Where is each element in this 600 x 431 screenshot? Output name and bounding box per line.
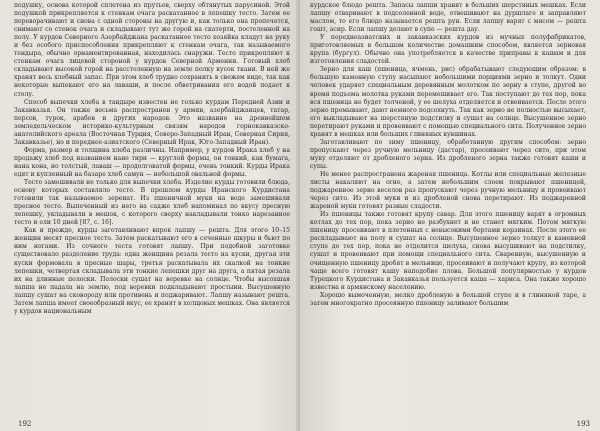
paragraph: Заготавливают по зиму пшеницу, обработанную другим способом: зерно пропускают через ручную мельницу (дастар), просеивают через сито, при этом муку отделяют от дробленого зерна. Из дробленого зерна также готовят каши и супы. bbox=[310, 138, 586, 170]
paragraph: Тесто замешивали не только для выпечки хлеба. Изделие курды готовили блюда, основу которых составляло тесто. В прошлом курды Иранского Курдистана готовили так называемое зереиат. Из пшеничной муки на воде замешивали пресное тесто. Выпеченный из него на садже хлеб напоминал по вкусу пресную лепешку, укладывали в мешок, с которого сверху накладывали тонко нарезанное тесто и ели 10 дней [87, с. 16]. bbox=[14, 179, 290, 227]
left-page-number: 192 bbox=[18, 420, 32, 428]
paragraph: Из пшеницы также готовят крупу савар. Для этого пшеницу варят в огромных котлах до тех пор, пока зерно не разбухнет и не станет мягким. Потом мягкую пшеницу просеивают в плетенных с невысокими бортами корзинах. После этого ее раскладывают на полу и сушат на солнце. Высушенное зерно толкут в каменной ступе до тех пор, пока не отделится шелуха, снова высушивают на подстилку, сушат и провеивают при помощи специального сита. Сваренную, высушенную и очищенную пшеницу дробят в мельнице, просеивают и получают крупу, из которой чаще всего готовят кашу наподобие плова. Большой популярностью у курдов Турецкого Курдистана и Закавказья пользуется каша — хариса. Она также хорошо известна и армянскому населению. bbox=[310, 211, 586, 291]
right-page-text bbox=[310, 2, 586, 308]
paragraph: Форма, размер и толщина хлеба различны. Например, у курдов Ирака хлеб у на продажу хлеб под названием нане тири — круглой формы, он тонкий, как бумага, нана кона, но толстый, лаваш — продолговатой формы, очень тонкий. Курды Ирака едят и купленный на базаре хлеб самун — небольшой овальной формы. bbox=[14, 146, 290, 178]
left-page-text bbox=[14, 2, 290, 316]
paragraph: подушку, основа которой сплетена из прутьев, сверху обтянутых парусиной. Этой подушкой прикрепляется к стенкам очага раскатанное в лепешку тесто. Затем ее переворачивают и снова с одной стороны на другую и, как только она пропечется, снимают со стенок очага и складывают тут же горой на скатерти, постеленной на полу. У курдов Северного Азербайджана раскатанное тесто хозяйка кладут на руку и без особого приспособления прикрепляют к стенкам очага, так называемого тендыра, обычно орнаментированная, находилась снаружи. Тесто прикрепляют к стенкам очага лицевой стороной у курдов Северной Армении. Готовый хлеб складывают высокой горой на расстеленную на земле полку кусок ткани. В ней же хранят весь хлебный запас. При этом хлеб трудно сохранить в свежем виде, так как некоторые выпекают его на лаваши, и после обветривания его водой подает к столу. bbox=[14, 2, 290, 98]
paragraph: курдское блюдо решта. Запасы лапши хранят в больших шерстяных мешках. Если лапшу отваривают в подсоленной воде, отвешивают на дуршлаге и заправляют маслом, то его блюдо называется решта рун. Если лапшу варят с мясом — решта гошт, асир. Если лапшу делают в супе — решта дау. bbox=[310, 2, 586, 34]
paragraph: Способ выпечки хлеба в тандыре известен не только курдам Передней Азии и Закавказья. Он также весьма распространен у армян, азербайджанцев, татар, персов, турок, арабов и других народов. Это название на древнейшем земледельческом историко-культурным связям народов горнокавказско-анатолийского ареала (Восточная Турция, Северо-Западный Иран, Северная Сирия, Закавказье), но и переднее-азиатского (Северный Ирак, Юго-Западный Иран). bbox=[14, 98, 290, 146]
paragraph: Как и прежде, курды заготавливают впрок лапшу — решта. Для этого 10–15 женщин месят пресное тесто. Затем раскатывают его в сеченные шкуры и бьют по ним ногами. Из сочного теста готовят лапшу. При подобной заготовке существовало разделение труда: одна женщина резала тесто на куски, другая эти куски формовала в пресные шары, третья раскатывала их скалкой на тонкие лепешки, четвертая складывала эти тонкие лепешки друг на друга, а пятая резала их на длинные полоски. Полоски сушат на веревке на солнце. Чтобы высохшая лапша не падала на землю, под веревки подкладывают простыни. Высушенную лапшу сушат на сковороду или противень и поджаривают. Лапшу называют решта. Затем лапша имеет своеобразный вкус, ее хранят в холщовых мешках. Она является у курдов национальным bbox=[14, 227, 290, 315]
paragraph: У переднеазиатских и закавказских курдов из мучных полуфабрикатов, приготовляемых в большом количестве домашним способом, является зерновая крупа (бургул). Обычно она употребляется в качестве приправы к кашам и для изготовления сладостей. bbox=[310, 34, 586, 66]
paragraph: Хорошо вымоченную, мелко дробленую в большой ступе и в глиняной таре, а затем многократно просеянную пшеницу заливают большим bbox=[310, 291, 586, 307]
right-page-number: 193 bbox=[576, 420, 590, 428]
right-page bbox=[300, 0, 600, 431]
paragraph: Не менее распространена жареная пшеница. Котлы или специальные железные листы накаляют на огне, а затем небольшим слоем покрывают пшеницей, поджаренное зерно веселов раз пропускают через ручную мельницу и провеивают через сито. Из этой муки и из дробленой снова перетирают. Из поджаренной жареной муки готовят разные сладости. bbox=[310, 170, 586, 211]
paragraph: Зерно для каш (пшеница, ячмень, рис) обрабатывают следующим образом: в большую каменную ступу насыпают небольшими порциями зерно и толкут. Одни человек ударяет специальным деревянным молотком по зерну в ступе, другой во время подъема молотка руками перемешивает его. Так поступают до тех пор, пока вся пшеница не будет толченой, у ее шелуха отделяется и отвеивается. После этого зерно промывают, дают немного подсохнуть. Так как зерно не полностью высыхает, его выкладывают на шерстяную подстилку и сушат на солнце. Высушенное зерно перетирают руками и провеивают с помощью специального сита. Полученное зерно хранят в мешках или больших глиняных кувшинах. bbox=[310, 66, 586, 138]
